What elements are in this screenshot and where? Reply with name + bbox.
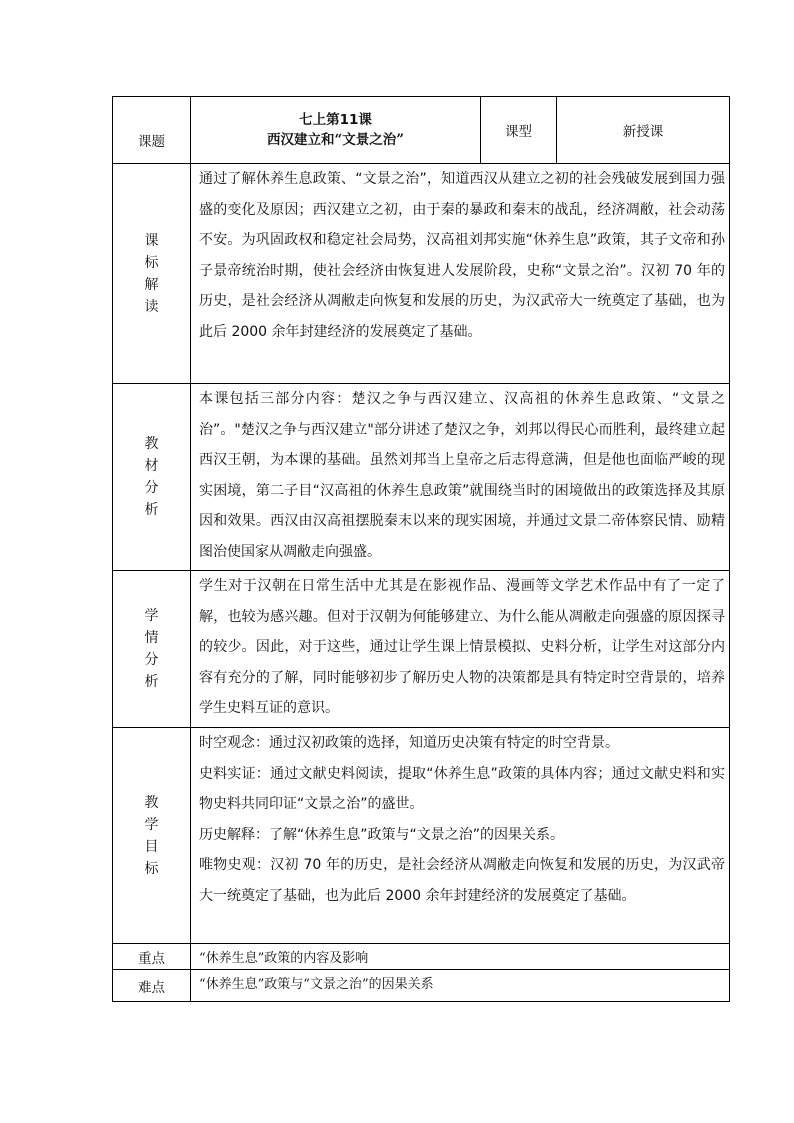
goals-row (113, 728, 730, 944)
key-point-text: “休养生息”政策的内容及影响 (191, 944, 730, 970)
textbook-text: 本课包括三部分内容：楚汉之争与西汉建立、汉高祖的休养生息政策、“文景之治”。"楚汉之争与西汉建立"部分讲述了楚汉之争，刘邦以得民心而胜利，最终建立起西汉王朝，为本课的基础。虽然刘邦当上皇帝之后志得意满，但是他也面临严峻的现实困境，第二子目“汉高祖的休养生息政策”就围绕当时的困境做出的政策选择及其原因和效果。西汉由汉高祖摆脱秦末以来的现实困境，并通过文景二帝体察民情、励精图治使国家从凋敝走向强盛。 (191, 384, 730, 571)
textbook-label-char: 教 (144, 436, 159, 452)
goals-text (191, 728, 730, 944)
textbook-label-char: 材 (144, 458, 159, 474)
textbook-label (113, 384, 191, 571)
lesson-number: 七上第11课 (299, 112, 372, 128)
goal-item: 时空观念：通过汉初政策的选择，知道历史决策有特定的时空背景。 (199, 735, 619, 751)
students-label-char: 分 (144, 652, 159, 668)
type-value: 新授课 (557, 97, 730, 164)
standard-text: 通过了解休养生息政策、“文景之治”，知道西汉从建立之初的社会残破发展到国力强盛的变化及原因；西汉建立之初，由于秦的暴政和秦末的战乱，经济凋敝，社会动荡不安。为巩固政权和稳定社会局势，汉高祖刘邦实施“休养生息”政策，其子文帝和孙子景帝统治时期，使社会经济由恢复进人发展阶段，史称“文景之治”。汉初 70 年的历史，是社会经济从凋敝走向恢复和发展的历史，为汉武帝大一统奠定了基础，也为此后 2000 余年封建经济的发展奠定了基础。 (191, 164, 730, 384)
difficulty-text: “休养生息”政策与“文景之治”的因果关系 (191, 970, 730, 1002)
textbook-label-char: 分 (144, 480, 159, 496)
students-row (113, 571, 730, 728)
goals-label-char: 教 (144, 794, 159, 811)
standard-label (113, 164, 191, 384)
students-label-char: 学 (144, 608, 159, 624)
lesson-title-cell (191, 97, 481, 164)
goal-item: 唯物史观：汉初 70 年的历史，是社会经济从凋敝走向恢复和发展的历史，为汉武帝大一统奠定了基础，也为此后 2000 余年封建经济的发展奠定了基础。 (199, 857, 725, 904)
standard-label-char: 课 (144, 232, 159, 249)
standard-label-char: 标 (144, 254, 159, 271)
header-row (113, 97, 730, 164)
goal-item: 史料实证：通过文献史料阅读，提取“休养生息”政策的具体内容；通过文献史料和实物史料共同印证“文景之治”的盛世。 (199, 765, 725, 813)
lesson-title: 西汉建立和“文景之治” (266, 132, 405, 148)
students-label (113, 571, 191, 728)
textbook-row (113, 384, 730, 571)
goals-label-char: 目 (144, 838, 159, 855)
goals-label-char: 标 (144, 860, 159, 877)
standard-label-char: 解 (144, 276, 159, 293)
textbook-label-char: 析 (144, 502, 159, 518)
key-point-label: 重点 (113, 944, 191, 970)
difficulty-row (113, 970, 730, 1002)
standard-label-char: 读 (144, 298, 159, 315)
key-point-row (113, 944, 730, 970)
students-label-char: 析 (144, 674, 159, 690)
goals-label (113, 728, 191, 944)
students-label-char: 情 (144, 630, 159, 646)
type-label: 课型 (481, 97, 557, 164)
goals-label-char: 学 (144, 816, 159, 833)
topic-label: 课题 (113, 97, 191, 164)
goal-item: 历史解释：了解“休养生息”政策与“文景之治”的因果关系。 (199, 826, 565, 843)
standard-row (113, 164, 730, 384)
lesson-plan-table (112, 96, 730, 1002)
students-text: 学生对于汉朝在日常生活中尤其是在影视作品、漫画等文学艺术作品中有了一定了解，也较为感兴趣。但对于汉朝为何能够建立、为什么能从凋敝走向强盛的原因探寻的较少。因此，对于这些，通过让学生课上情景模拟、史料分析，让学生对这部分内容有充分的了解，同时能够初步了解历史人物的决策都是具有特定时空背景的，培养学生史料互证的意识。 (191, 571, 730, 728)
difficulty-label: 难点 (113, 970, 191, 1002)
